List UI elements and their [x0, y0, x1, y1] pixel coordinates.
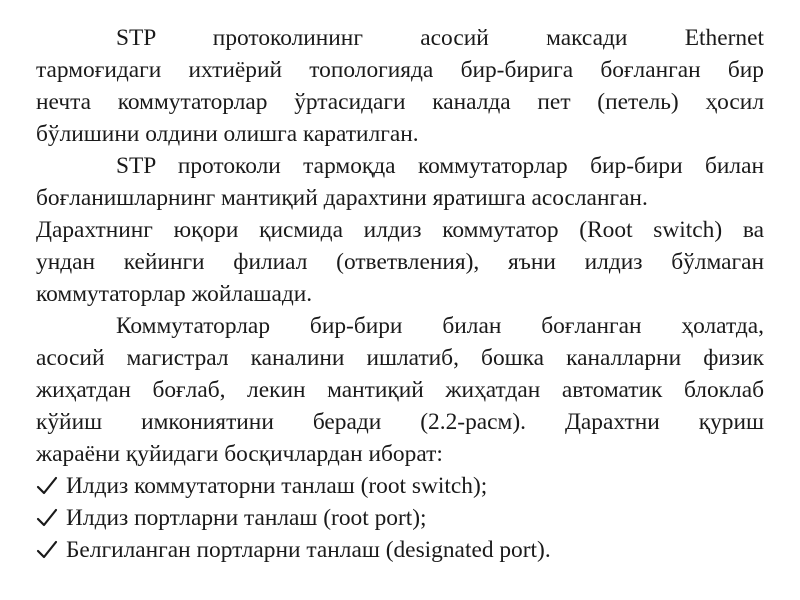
text-line: жиҳатдан боғлаб, лекин мантиқий жиҳатдан автоматик блоклаб	[36, 377, 764, 403]
list-item-label: Белгиланган портларни танлаш (designated port).	[66, 537, 551, 563]
text-line: ундан кейинги филиал (ответвления), яъни илдиз бўлмаган	[36, 249, 764, 275]
text-line: Дарахтнинг юқори қисмида илдиз коммутатор (Root switch) ва	[36, 217, 764, 243]
paragraph-3	[36, 310, 764, 470]
check-icon	[36, 539, 58, 561]
text-line: боғланишларнинг мантиқий дарахтини яратишга асосланган.	[36, 185, 648, 211]
text-line: коммутаторлар жойлашади.	[36, 281, 313, 307]
text-line: STP протоколи тармоқда коммутаторлар бир-бири билан	[116, 153, 764, 179]
document-page	[36, 22, 764, 566]
text-line: STP протоколининг асосий максади Ethernet	[116, 25, 764, 51]
text-line: кўйиш имкониятини беради (2.2-расм). Дарахтни қуриш	[36, 409, 764, 435]
list-item-label: Илдиз коммутаторни танлаш (root switch);	[66, 473, 488, 499]
text-line: жараёни қуйидаги босқичлардан иборат:	[36, 441, 443, 467]
list-item-label: Илдиз портларни танлаш (root port);	[66, 505, 427, 531]
text-line: Коммутаторлар бир-бири билан боғланган ҳолатда,	[116, 313, 764, 339]
paragraph-1	[36, 22, 764, 150]
list-item	[36, 534, 764, 566]
text-line: бўлишини олдини олишга каратилган.	[36, 121, 419, 147]
list-item	[36, 470, 764, 502]
check-icon	[36, 475, 58, 497]
paragraph-2	[36, 150, 764, 310]
text-line: асосий магистрал каналини ишлатиб, бошка каналларни физик	[36, 345, 764, 371]
check-icon	[36, 507, 58, 529]
list-item	[36, 502, 764, 534]
text-line: нечта коммутаторлар ўртасидаги каналда пет (петель) ҳосил	[36, 89, 764, 115]
text-line: тармоғидаги ихтиёрий топологияда бир-бирига боғланган бир	[36, 57, 764, 83]
steps-list	[36, 470, 764, 566]
